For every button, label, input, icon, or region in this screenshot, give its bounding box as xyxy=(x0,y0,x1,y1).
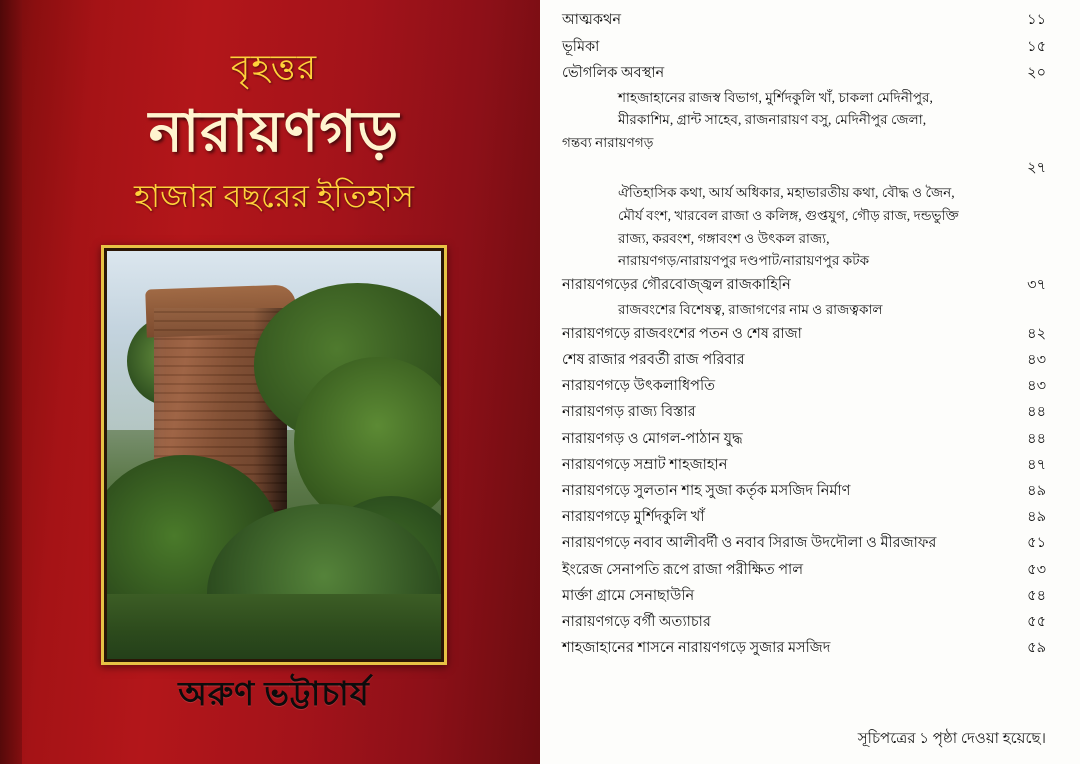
toc-entry[interactable] xyxy=(562,426,1046,452)
toc-entry-page: ৫৯ xyxy=(1027,640,1046,657)
toc-entry-title: শাহজাহানের শাসনে নারায়ণগড়ে সুজার মসজিদ xyxy=(562,640,831,657)
toc-entry[interactable] xyxy=(562,557,1046,583)
toc-entry[interactable] xyxy=(562,452,1046,478)
toc-entry-title: শেষ রাজার পরবর্তী রাজ পরিবার xyxy=(562,352,745,369)
toc-entry[interactable] xyxy=(562,400,1046,426)
cover-subtitle: হাজার বছরের ইতিহাস xyxy=(134,177,414,214)
toc-subentry[interactable] xyxy=(562,205,1046,228)
toc-entry-title: মার্ক্তা গ্রামে সেনাছাউনি xyxy=(562,587,695,604)
toc-entry-page: ৪৩ xyxy=(1027,378,1046,395)
toc-entry-page: ১৫ xyxy=(1027,38,1046,55)
toc-entry-page: ৫১ xyxy=(1027,535,1046,552)
toc-entry[interactable] xyxy=(562,374,1046,400)
photo-ground xyxy=(107,594,441,659)
toc-entry-page: ১১ xyxy=(1027,12,1046,29)
toc-entry[interactable] xyxy=(562,60,1046,86)
toc-entry-page: ৫৫ xyxy=(1027,613,1046,630)
toc-entry-page: ৫৩ xyxy=(1027,561,1046,578)
toc-entry-page: ৫৪ xyxy=(1027,587,1046,604)
toc-entry-title: নারায়ণগড়ে বর্গী অত্যাচার xyxy=(562,613,711,630)
toc-entry[interactable] xyxy=(562,505,1046,531)
toc-entry-title: নারায়ণগড়ে সম্রাট শাহজাহান xyxy=(562,456,728,473)
toc-entry-page: ২৭ xyxy=(1027,159,1046,176)
toc-entry[interactable] xyxy=(562,609,1046,635)
toc-entry[interactable] xyxy=(562,479,1046,505)
cover-main-title: নারায়ণগড় xyxy=(148,101,400,164)
toc-entry-title: ভৌগলিক অবস্থান xyxy=(562,64,665,81)
toc-subentry[interactable] xyxy=(562,299,1046,322)
toc-entry-title: নারায়ণগড়ের গৌরবোজ্জ্বল রাজকাহিনি xyxy=(562,277,791,294)
toc-entry[interactable] xyxy=(562,583,1046,609)
toc-subentry[interactable] xyxy=(562,109,1046,132)
cover-author: অরুণ ভট্টাচার্য xyxy=(178,677,370,713)
toc-entry-title: নারায়ণগড়ে রাজবংশের পতন ও শেষ রাজা xyxy=(562,325,802,342)
toc-entry-page: ৪৭ xyxy=(1027,456,1046,473)
toc-entry-page: ৪৯ xyxy=(1027,483,1046,499)
toc-subentry[interactable] xyxy=(562,227,1046,250)
toc-subentry[interactable] xyxy=(562,87,1046,110)
toc-entry-title: নারায়ণগড়ে নবাব আলীবর্দী ও নবাব সিরাজ উদদৌলা ও মীরজাফর xyxy=(562,535,937,552)
cover-photo-frame xyxy=(101,245,447,665)
toc-subentry[interactable] xyxy=(562,182,1046,205)
toc-entry[interactable] xyxy=(562,348,1046,374)
toc-subentry[interactable] xyxy=(562,155,1046,182)
toc-entry-title: মীরকাশিম, গ্রান্ট সাহেব, রাজনারায়ণ বসু, মেদিনীপুর জেলা, xyxy=(618,112,927,128)
cover-photo-ruins xyxy=(107,251,441,659)
toc-entry-title: নারায়ণগড়/নারায়ণপুর দণ্ডপাট/নারায়ণপুর কটক xyxy=(618,253,870,269)
toc-entry-title: ঐতিহাসিক কথা, আর্য অধিকার, মহাভারতীয় কথা, বৌদ্ধ ও জৈন, xyxy=(618,185,955,201)
toc-footnote: সূচিপত্রের ১ পৃষ্ঠা দেওয়া হয়েছে। xyxy=(857,731,1046,747)
toc-entry-page: ৪৯ xyxy=(1027,509,1046,526)
toc-entry-title: মৌর্য বংশ, খারবেল রাজা ও কলিঙ্গ, গুপ্তযুগ, গৌড় রাজ, দন্ডভুক্তি xyxy=(618,207,959,223)
toc-entry-title: ভূমিকা xyxy=(562,38,600,55)
toc-entry-title: শাহজাহানের রাজস্ব বিভাগ, মুর্শিদকুলি খাঁ, চাকলা মেদিনীপুর, xyxy=(618,89,933,105)
cover-top-title: বৃহত্তর xyxy=(230,48,318,87)
toc-entry-title: নারায়ণগড়ে মুর্শিদকুলি খাঁ xyxy=(562,509,705,526)
toc-entry[interactable] xyxy=(562,322,1046,348)
toc-subentry[interactable] xyxy=(562,132,1046,155)
toc-entry-title: নারায়ণগড়ে সুলতান শাহ সুজা কর্তৃক মসজিদ নির্মাণ xyxy=(562,483,851,499)
toc-subentry[interactable] xyxy=(562,250,1046,273)
toc-entry-page: ৪২ xyxy=(1027,325,1046,342)
toc-entry-title: নারায়ণগড় রাজ্য বিস্তার xyxy=(562,404,696,421)
toc-entry[interactable] xyxy=(562,636,1046,662)
toc-entry[interactable] xyxy=(562,8,1046,34)
toc-list xyxy=(562,8,1046,662)
toc-entry[interactable] xyxy=(562,531,1046,557)
toc-entry-page: ৪৩ xyxy=(1027,352,1046,369)
toc-entry-page: ৩৭ xyxy=(1027,277,1046,294)
toc-entry-title: রাজ্য, করবংশ, গঙ্গাবংশ ও উৎকল রাজ্য, xyxy=(618,230,830,246)
table-of-contents-page xyxy=(540,0,1080,764)
toc-entry-title: ইংরেজ সেনাপতি রূপে রাজা পরীক্ষিত পাল xyxy=(562,561,804,578)
toc-entry-title: গন্তব্য নারায়ণগড় xyxy=(562,135,654,151)
toc-entry-title: রাজবংশের বিশেষত্ব, রাজাগণের নাম ও রাজত্বকাল xyxy=(618,302,883,318)
toc-entry-page: ২০ xyxy=(1027,64,1046,81)
toc-entry-page: ৪৪ xyxy=(1027,430,1046,447)
toc-entry-title: আত্মকথন xyxy=(562,12,622,29)
toc-entry-title: নারায়ণগড়ে উৎকলাধিপতি xyxy=(562,378,715,395)
toc-entry[interactable] xyxy=(562,273,1046,299)
toc-entry-title: নারায়ণগড় ও মোগল-পাঠান যুদ্ধ xyxy=(562,430,743,447)
toc-entry[interactable] xyxy=(562,34,1046,60)
toc-entry-page: ৪৪ xyxy=(1027,404,1046,421)
